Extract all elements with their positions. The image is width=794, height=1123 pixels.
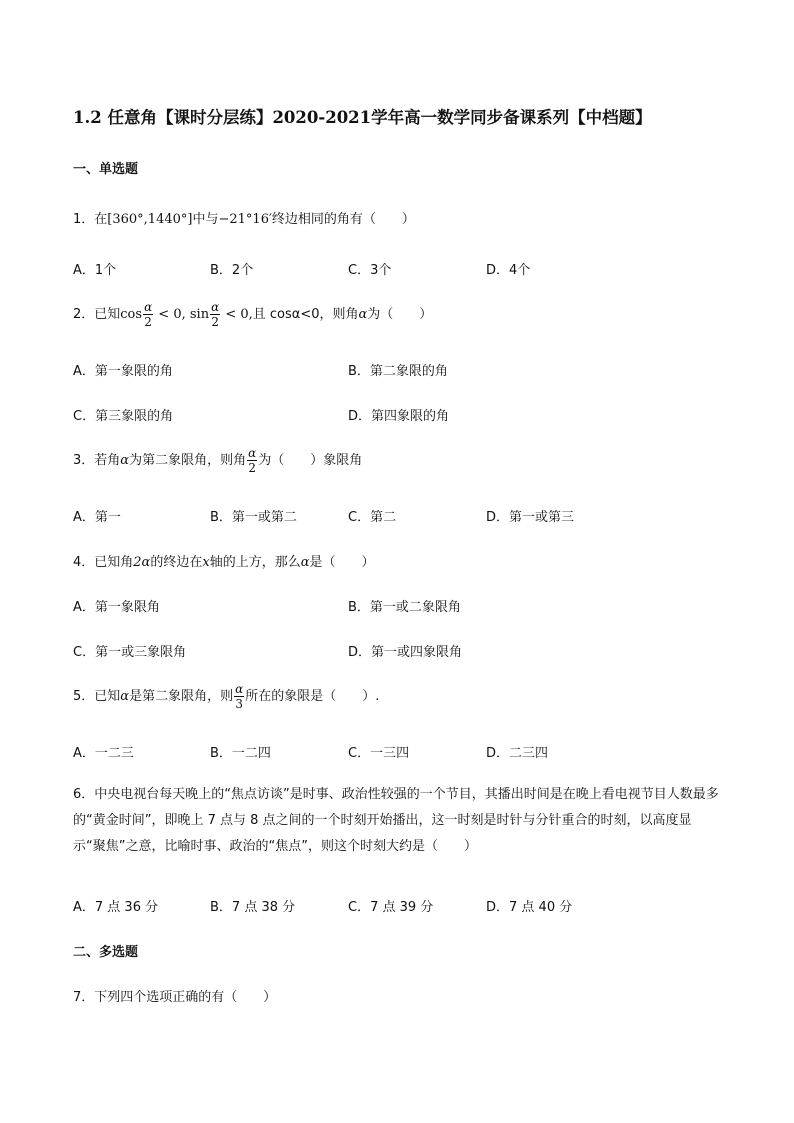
question-3: 3．若角α为第二象限角，则角 $\frac{\alpha}{2}$ 为（ ）象限角 [73,446,363,475]
section-heading-single-choice: 一、单选题 [73,162,139,177]
q2-option-b: B．第二象限的角 [348,364,448,379]
q1-option-a: A．1个 [73,263,117,278]
q5-option-a: A．一二三 [73,746,134,761]
q5-option-c: C．一三四 [348,746,410,761]
fraction-alpha-over-3: $\frac{\alpha}{3}$ [235,682,244,711]
q4-option-d: D．第一或四象限角 [348,645,463,660]
q2-option-d: D．第四象限的角 [348,409,450,424]
q6-option-d: D．7 点 40 分 [486,900,573,915]
q3-option-a: A．第一 [73,510,121,525]
question-4: 4．已知角2α的终边在x轴的上方，那么α是（ ） [73,555,375,570]
fraction-alpha-over-2: $\frac{\alpha}{2}$ [144,300,153,329]
q2-option-a: A．第一象限的角 [73,364,173,379]
q1-option-b: B．2个 [210,263,254,278]
q3-option-c: C．第二 [348,510,397,525]
q2-option-c: C．第三象限的角 [73,409,174,424]
q6-option-a: A．7 点 36 分 [73,900,159,915]
q4-option-a: A．第一象限角 [73,600,160,615]
q1-option-d: D．4个 [486,263,531,278]
q4-option-c: C．第一或三象限角 [73,645,187,660]
q5-option-b: B．一二四 [210,746,271,761]
fraction-alpha-over-2: $\frac{\alpha}{2}$ [211,300,220,329]
question-5: 5．已知α是第二象限角，则 $\frac{\alpha}{3}$ 所在的象限是（ ）. [73,682,380,711]
question-6: 6．中央电视台每天晚上的“焦点访谈”是时事、政治性较强的一个节目，其播出时间是在晚上看电视节目人数最多的“黄金时间”，即晚上 7 点与 8 点之间的一个时刻开始播出，这一时刻是时针与分针重合的时刻，以高度显示“聚焦”之意，比喻时事、政治的“焦点”，则这个时刻大约是（ ） [73,787,719,854]
q6-option-c: C．7 点 39 分 [348,900,434,915]
question-7: 7．下列四个选项正确的有（ ） [73,990,277,1005]
section-heading-multi-choice: 二、多选题 [73,945,139,960]
fraction-alpha-over-2: $\frac{\alpha}{2}$ [248,446,257,475]
q4-option-b: B．第一或二象限角 [348,600,461,615]
q3-option-b: B．第一或第二 [210,510,297,525]
question-1: 1．在[360°,1440°]中与−21°16′终边相同的角有（ ） [73,212,415,227]
q5-option-d: D．二三四 [486,746,549,761]
page-title: 1.2 任意角【课时分层练】2020-2021学年高一数学同步备课系列【中档题】 [73,108,652,127]
q6-option-b: B．7 点 38 分 [210,900,296,915]
question-2: 2．已知cos $\frac{\alpha}{2}$ < 0, sin $\frac{\alpha}{2}$ < 0,且 cosα<0，则角α为（ ） [73,300,433,329]
q3-option-d: D．第一或第三 [486,510,575,525]
q1-option-c: C．3个 [348,263,392,278]
